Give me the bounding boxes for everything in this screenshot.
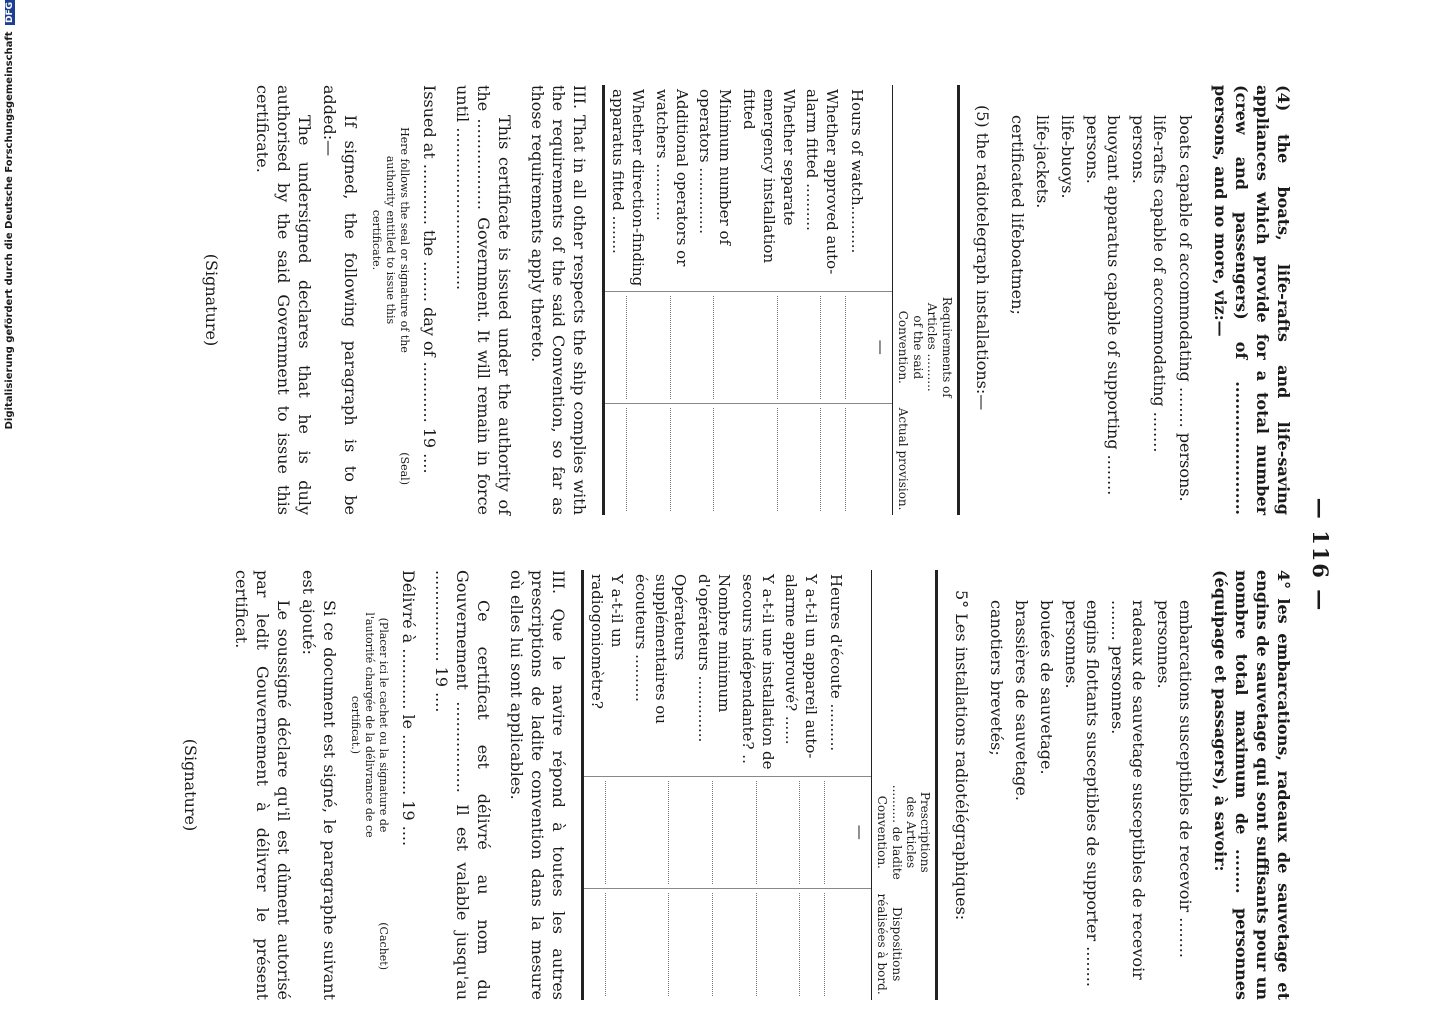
table-dash-cell [847,570,871,776]
table-row-label: Whether separate emergency installation fitted [740,89,798,264]
digitization-footer [4,0,24,1000]
requirement-cell [604,291,649,403]
lifeboatmen-line: canotiers brevetés; [986,600,1006,756]
actual-cell [735,888,779,1000]
table-row-label: Minimum number of operators .............. [696,89,735,246]
seal-label: (Seal) [397,452,411,485]
table-header-requirements: Prescriptions des Articles .......... de ladite Convention. [871,776,937,888]
requirement-cell [649,291,693,403]
table-dash: — [847,776,871,888]
undersigned-paragraph: The undersigned declares that he is duly authorised by the said Government to issue this certificate. [253,85,315,515]
actual-cell [822,888,847,1000]
requirement-cell [583,776,628,888]
issued-at-line: Issued at ............ the ........ day of ............ 19 .... [419,85,439,474]
table-header-blank [893,85,959,291]
life-rafts-line: radeaux de sauvetage susceptibles de recevoir ........ personnes. [1108,600,1149,980]
table-row-label: Y a-t-il un radiogoniomètre? [583,570,628,776]
seal-note: Here follows the seal or signature of the authority entitled to issue this certificate. [370,127,411,353]
table-empty-cell [847,888,871,1000]
signature-label: (Signature) [201,253,221,347]
seal-row [348,610,389,970]
buoyant-apparatus-line: engins flottants susceptibles de supporter ........ personnes. [1062,600,1103,987]
item-5-heading: 5° Les installations radiotélégraphiques: [951,590,971,921]
footer-text: Digitalisierung gefördert durch die Deutsche Forschungsgemeinschaft [4,31,15,430]
seal-label: (Cachet) [376,922,390,970]
table-row-label: Opérateurs supplémentaires ou écouteurs .......... [631,574,690,724]
radiotelegraph-table [581,570,938,1000]
table-row-label: Y a-t-il un appareil auto-alarme approuvé? ...... [782,574,821,759]
lifeboatmen-line: certificated lifeboatmen; [1007,115,1027,315]
table-dash-cell [868,85,892,291]
authority-paragraph: This certificate is issued under the authority of the .................. Government. It will remain in force until ................................ [452,85,515,515]
boats-line: embarcations susceptibles de recevoir ........ personnes. [1154,600,1195,958]
table-row-label: Nombre minimum d'opérateurs .............. [695,574,733,743]
requirement-cell [800,291,844,403]
undersigned-paragraph: Le soussigné déclare qu'il est dûment autorisé par ledit Gouvernement à délivrer le présent certificat. [231,570,294,1000]
life-rafts-line: life-rafts capable of accommodating ........ persons. [1129,115,1170,453]
seal-note: (Placer ici le cachet ou la signature de l'autorité chargée de la délivrance de ce certificat.) [349,612,390,838]
item-3-paragraph: III. Que le navire répond à toutes les autres prescriptions de ladite convention dans la mesure où elles lui sont applicables. [507,570,569,1000]
buoyant-apparatus-line: buoyant apparatus capable of supporting ........ persons. [1083,115,1124,496]
boats-line: boats capable of accommodating ........ persons. [1175,115,1195,502]
requirement-cell [691,776,735,888]
rotated-document-page [134,75,1334,1025]
life-jackets-line: brassières de sauvetage. [1011,600,1031,801]
seal-row [369,125,410,485]
actual-cell [691,888,735,1000]
authority-paragraph: Ce certificat est délivré au nom du Gouvernement .................. Il est valable jusqu'au .................. 19 .... [431,570,494,1000]
actual-cell [736,403,799,515]
item-5-heading: (5) the radiotelegraph installations:— [972,105,992,411]
item-4-text: the boats, life-rafts and life-saving appliances which provide for a total number (crew and passengers) of ........................ persons, and no more, viz:— [1210,85,1293,515]
table-header-requirements: Requirements of Articles .......... of the said Convention. [893,291,959,403]
item-4-paragraph [1210,570,1294,1000]
actual-cell [583,888,628,1000]
english-column [174,85,1294,515]
dfg-logo: DFG [5,2,15,24]
actual-cell [779,888,823,1000]
if-signed-paragraph: Si ce document est signé, le paragraphe suivant est ajouté: [299,570,340,1000]
page-number: — 116 — [1308,497,1333,613]
requirement-cell [628,776,691,888]
requirement-cell [822,776,847,888]
requirement-cell [843,291,868,403]
item-4-paragraph [1210,85,1294,515]
french-column [174,570,1294,1000]
requirement-cell [736,291,799,403]
actual-cell [649,403,693,515]
item-3-paragraph: III. That in all other respects the ship complies with the requirements of the said Convention, so far as those requirements apply thereto. [528,85,590,515]
signature-label: (Signature) [180,738,200,832]
item-4-number: 4° [1274,570,1293,590]
actual-cell [693,403,737,515]
issued-at-line: Délivré à ............ le ............ 19 .... [398,570,418,847]
table-header-blank [871,570,937,776]
requirement-cell [735,776,779,888]
table-row-label: Heures d'écoute .......... [827,574,846,752]
table-row-label: Y a-t-il une installation de secours indépendante? .. [738,574,777,770]
table-row-label: Hours of watch.......... [848,89,867,254]
table-dash: — [868,291,892,403]
requirement-cell [693,291,737,403]
item-4-number: (4) [1274,85,1293,112]
table-header-actual: Actual provision. [893,403,959,515]
item-4-text: les embarcations, radeaux de sauvetage et engins de sauvetage qui sont suffisants pour un nombre total maximum de ........ personnes (équipage et passagers), à savoir: [1210,570,1293,1000]
life-buoys-line: life-buoys. [1058,115,1078,199]
table-header-actual: Dispositions réalisées à bord. [871,888,937,1000]
actual-cell [628,888,691,1000]
life-buoys-line: bouées de sauvetage. [1036,600,1056,775]
table-row-label: Whether approved auto-alarm fitted .......... [803,89,842,275]
requirement-cell [779,776,823,888]
table-row-label: Additional operators or watchers ............ [652,89,691,267]
table-empty-cell [868,403,892,515]
actual-cell [843,403,868,515]
radiotelegraph-table [602,85,959,515]
table-row-label: Whether direction-finding apparatus fitted ........ [604,85,649,291]
life-jackets-line: life-jackets. [1032,115,1052,209]
if-signed-paragraph: If signed, the following paragraph is to be added:— [320,85,361,515]
actual-cell [604,403,649,515]
actual-cell [800,403,844,515]
